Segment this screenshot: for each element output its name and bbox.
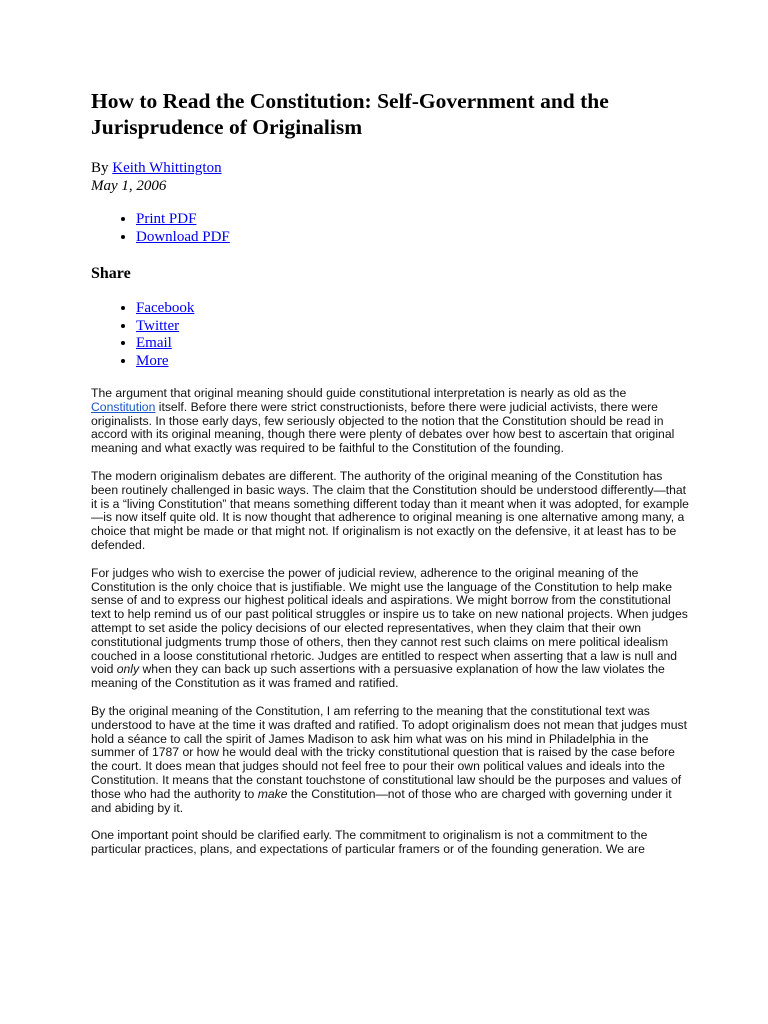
paragraph-4 [91,705,691,815]
paragraph-5: One important point should be clarified early. The commitment to originalism is not a commitment to the particular practices, plans, and expectations of particular framers or of the founding generation. We are [91,828,648,857]
share-email-link[interactable]: Email [136,335,172,351]
paragraph-text: The argument that original meaning should guide constitutional interpretation is nearly as old as the [91,386,627,400]
download-list [91,211,691,246]
list-item [136,211,691,229]
paragraph-text: the Constitution—not of those who are charged with governing under it and abiding by it. [91,786,672,815]
paragraph-3 [91,567,691,691]
list-item [136,300,691,318]
share-heading: Share [91,265,131,282]
print-pdf-link[interactable]: Print PDF [136,211,197,227]
share-twitter-link[interactable]: Twitter [136,317,180,334]
emphasis-text: only [116,662,140,677]
constitution-link[interactable]: Constitution [91,399,156,414]
paragraph-text: For judges who wish to exercise the power of judicial review, adherence to the original meaning of the Constitution is the only choice that is justifiable. We might use the language of the Constitution to help make sense of and to express our highest political ideals and aspirations. We might borrow from the constitutional text to help remind us of our past political struggles or inspire us to take on new national projects. When judges attempt to set aside the policy decisions of our elected representatives, when they claim that their own constitutional judgments trump those of others, then they cannot rest such claims on mere political idealism couched in a loose constitutional rhetoric. Judges are entitled to respect when asserting that a law is null and void [91,565,688,677]
author-link[interactable]: Keith Whittington [112,160,222,176]
download-pdf-link[interactable]: Download PDF [136,228,230,245]
byline-prefix: By [91,160,113,176]
paragraph-text: itself. Before there were strict constructionists, before there were judicial activists, there were originalists. In those early days, few seriously objected to the notion that the Constitution should be read in accord with its original meaning, though there were plenty of debates over how best to ascertain that original meaning and what exactly was required to be faithful to the Constitution of the founding. [91,399,675,456]
list-item [136,353,691,371]
paragraph-text: when they can back up such assertions with a persuasive explanation of how the law violates the meaning of the Constitution as it was framed and ratified. [91,662,665,691]
article-title: How to Read the Constitution: Self-Government and the Jurisprudence of Originalism [91,89,609,139]
paragraph-2: The modern originalism debates are different. The authority of the original meaning of the Constitution has been routinely challenged in basic ways. The claim that the Constitution should be understood differently—that it is a “living Constitution” that means something different today than it meant when it was adopted, for example—is now itself quite old. It is now thought that adherence to original meaning is one alternative among many, a choice that might be made or that might not. If originalism is not exactly on the defensive, it at least has to be defended. [91,468,689,552]
share-more-link[interactable]: More [136,352,169,369]
article-page [91,88,691,871]
list-item [136,335,691,353]
share-list [91,300,691,370]
publish-date: May 1, 2006 [91,178,167,194]
share-facebook-link[interactable]: Facebook [136,300,195,316]
list-item [136,318,691,336]
byline [91,159,691,177]
emphasis-text: make [257,786,288,801]
article-body [91,387,691,857]
paragraph-1 [91,387,691,456]
paragraph-text: By the original meaning of the Constitution, I am referring to the meaning that the constitutional text was understood to have at the time it was drafted and ratified. To adopt originalism does not mean that judges must hold a séance to call the spirit of James Madison to ask him what was on his mind in Philadelphia in the summer of 1787 or how he would deal with the tricky constitutional question that is raised by the case before the court. It does mean that judges should not feel free to pour their own political values and ideals into the Constitution. It means that the constant touchstone of constitutional law should be the purposes and values of those who had the authority to [91,703,687,801]
list-item [136,229,691,247]
